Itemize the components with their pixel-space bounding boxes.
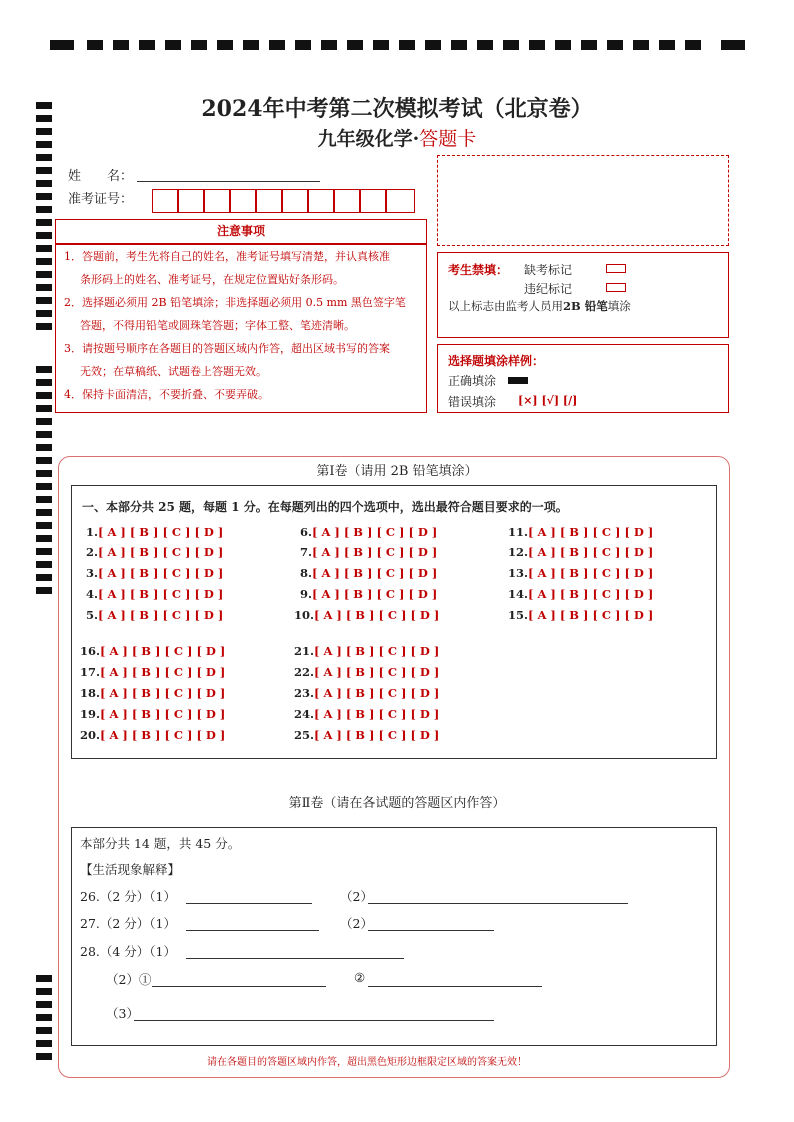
timing-mark: [36, 366, 52, 373]
mc-question[interactable]: [86, 525, 223, 539]
timing-mark: [36, 561, 52, 568]
timing-mark: [477, 40, 493, 50]
timing-mark: [36, 444, 52, 451]
question-number: 16.: [80, 644, 101, 658]
mc-options[interactable]: [ A ] [ B ] [ C ] [ D ]: [528, 587, 654, 601]
question-number: 3.: [86, 566, 99, 580]
mc-question[interactable]: [294, 608, 439, 622]
page-title: 2024年中考第二次模拟考试（北京卷）: [201, 96, 593, 122]
timing-mark: [243, 40, 259, 50]
timing-mark: [503, 40, 519, 50]
part1-instruction: 一、本部分共 25 题，每题 1 分。在每题列出的四个选项中，选出最符合题目要求的一项。: [82, 500, 568, 514]
id-digit-cell[interactable]: [178, 189, 204, 213]
question-number: 22.: [294, 665, 315, 679]
correct-label: 正确填涂: [448, 374, 497, 388]
timing-mark: [191, 40, 207, 50]
timing-mark: [36, 193, 52, 200]
question-28-sub3: （3）: [106, 1006, 139, 1021]
timing-mark: [36, 245, 52, 252]
timing-mark: [36, 392, 52, 399]
mc-question[interactable]: [294, 665, 439, 679]
question-27-label: 27.（2 分）（1）: [80, 916, 177, 931]
timing-mark: [36, 284, 52, 291]
mc-question[interactable]: [294, 728, 439, 742]
mc-options[interactable]: [ A ] [ B ] [ C ] [ D ]: [314, 707, 440, 721]
mc-question[interactable]: [294, 644, 439, 658]
timing-mark: [36, 418, 52, 425]
notice-title-box: [55, 219, 427, 244]
notice-line: 1．答题前，考生先将自己的姓名，准考证号填写清楚，并认真核准: [64, 250, 390, 263]
timing-mark: [36, 496, 52, 503]
question-number: 5.: [86, 608, 99, 622]
timing-mark: [36, 1001, 52, 1008]
answer-line-28-3[interactable]: [134, 1020, 494, 1021]
part1-title: 第Ⅰ卷（请用 2B 铅笔填涂）: [316, 464, 478, 479]
timing-mark: [36, 206, 52, 213]
timing-mark: [373, 40, 389, 50]
timing-mark: [36, 180, 52, 187]
timing-mark: [36, 271, 52, 278]
timing-mark: [36, 1027, 52, 1034]
timing-mark: [36, 975, 52, 982]
mc-options[interactable]: [ A ] [ B ] [ C ] [ D ]: [98, 545, 224, 559]
mc-options[interactable]: [ A ] [ B ] [ C ] [ D ]: [100, 728, 226, 742]
forbidden-label: 考生禁填：: [448, 263, 509, 277]
violation-mark-box[interactable]: [606, 283, 626, 292]
mc-options[interactable]: [ A ] [ B ] [ C ] [ D ]: [528, 525, 654, 539]
page-subtitle: [0, 124, 794, 151]
part2-title: 第Ⅱ卷（请在各试题的答题区内作答）: [288, 796, 506, 811]
name-field[interactable]: [137, 181, 320, 182]
question-number: 18.: [80, 686, 101, 700]
answer-line-26-2[interactable]: [368, 903, 628, 904]
mc-question[interactable]: [294, 707, 439, 721]
footer-note: 请在各题目的答题区域内作答，超出黑色矩形边框限定区域的答案无效！: [207, 1057, 527, 1068]
question-number: 14.: [508, 587, 529, 601]
mc-question[interactable]: [508, 545, 653, 559]
question-number: 24.: [294, 707, 315, 721]
timing-mark: [269, 40, 285, 50]
question-number: 10.: [294, 608, 315, 622]
question-number: 19.: [80, 707, 101, 721]
timing-mark: [87, 40, 103, 50]
forbidden-note-prefix: 以上标志由监考人员用: [448, 299, 563, 313]
fill-sample-box: [437, 344, 729, 413]
answer-line-28-2a[interactable]: [152, 986, 326, 987]
question-number: 21.: [294, 644, 315, 658]
notice-title: 注意事项: [216, 224, 265, 238]
timing-mark: [36, 154, 52, 161]
question-number: 13.: [508, 566, 529, 580]
question-27-sub2: （2）: [340, 916, 373, 931]
timing-mark: [321, 40, 337, 50]
fill-sample-title: 选择题填涂样例：: [448, 354, 545, 368]
question-number: 23.: [294, 686, 315, 700]
question-number: 12.: [508, 545, 529, 559]
mc-options[interactable]: [ A ] [ B ] [ C ] [ D ]: [98, 525, 224, 539]
question-number: 11.: [508, 525, 529, 539]
timing-mark: [685, 40, 701, 50]
timing-mark: [36, 1040, 52, 1047]
timing-mark: [721, 40, 745, 50]
forbidden-note-bold: 2B 铅笔: [563, 299, 608, 313]
answer-line-26-1[interactable]: [186, 903, 312, 904]
notice-line: 3．请按题号顺序在各题目的答题区域内作答，超出区域书写的答案: [64, 342, 390, 355]
id-digit-cell[interactable]: [204, 189, 230, 213]
timing-mark: [36, 431, 52, 438]
wrong-fill-sample: [×] [√] [/]: [518, 394, 578, 407]
question-number: 6.: [300, 525, 313, 539]
timing-mark: [36, 1014, 52, 1021]
timing-mark: [217, 40, 233, 50]
notice-box: [55, 244, 427, 413]
violation-label: 违纪标记: [524, 282, 573, 296]
question-26-label: 26.（2 分）（1）: [80, 889, 177, 904]
timing-mark: [36, 574, 52, 581]
mc-options[interactable]: [ A ] [ B ] [ C ] [ D ]: [312, 525, 438, 539]
mc-question[interactable]: [80, 728, 225, 742]
timing-mark: [36, 310, 52, 317]
timing-mark: [36, 232, 52, 239]
mc-question[interactable]: [80, 686, 225, 700]
timing-mark: [451, 40, 467, 50]
mc-question[interactable]: [80, 665, 225, 679]
mc-question[interactable]: [508, 566, 653, 580]
timing-mark: [555, 40, 571, 50]
mc-options[interactable]: [ A ] [ B ] [ C ] [ D ]: [314, 728, 440, 742]
timing-mark: [425, 40, 441, 50]
question-number: 17.: [80, 665, 101, 679]
part2-box: [71, 827, 717, 1046]
question-26-sub2: （2）: [340, 889, 373, 904]
mc-question[interactable]: [508, 587, 653, 601]
timing-mark: [36, 522, 52, 529]
id-digit-cell[interactable]: [256, 189, 282, 213]
timing-mark: [295, 40, 311, 50]
mc-options[interactable]: [ A ] [ B ] [ C ] [ D ]: [314, 644, 440, 658]
id-digit-cell[interactable]: [230, 189, 256, 213]
mc-question[interactable]: [294, 686, 439, 700]
timing-mark: [529, 40, 545, 50]
timing-mark: [36, 219, 52, 226]
timing-mark: [36, 988, 52, 995]
mc-question[interactable]: [80, 707, 225, 721]
mc-question[interactable]: [86, 608, 223, 622]
mc-question[interactable]: [86, 566, 223, 580]
mc-options[interactable]: [ A ] [ B ] [ C ] [ D ]: [314, 686, 440, 700]
timing-mark: [581, 40, 597, 50]
barcode-area: [437, 155, 729, 246]
forbidden-note: [448, 298, 631, 314]
mc-options[interactable]: [ A ] [ B ] [ C ] [ D ]: [98, 566, 224, 580]
mc-options[interactable]: [ A ] [ B ] [ C ] [ D ]: [98, 587, 224, 601]
mc-question[interactable]: [86, 545, 223, 559]
forbidden-note-suffix: 填涂: [607, 299, 631, 313]
timing-mark: [36, 323, 52, 330]
id-digit-cell[interactable]: [386, 189, 415, 213]
subtitle-red: 答题卡: [419, 128, 477, 150]
question-28-label: 28.（4 分）（1）: [80, 944, 177, 959]
timing-mark: [659, 40, 675, 50]
timing-mark: [36, 548, 52, 555]
question-number: 20.: [80, 728, 101, 742]
timing-mark: [113, 40, 129, 50]
absent-label: 缺考标记: [524, 263, 573, 277]
mc-options[interactable]: [ A ] [ B ] [ C ] [ D ]: [100, 686, 226, 700]
timing-mark: [36, 258, 52, 265]
question-number: 7.: [300, 545, 313, 559]
mc-question[interactable]: [508, 525, 653, 539]
subtitle-main: 九年级化学·: [317, 128, 420, 150]
notice-line: 答题，不得用铅笔或圆珠笔答题；字体工整、笔迹清晰。: [80, 319, 355, 332]
wrong-label: 错误填涂: [448, 395, 497, 409]
timing-mark: [36, 379, 52, 386]
timing-mark: [399, 40, 415, 50]
mc-question[interactable]: [300, 587, 437, 601]
mc-options[interactable]: [ A ] [ B ] [ C ] [ D ]: [528, 545, 654, 559]
timing-mark: [36, 405, 52, 412]
question-number: 15.: [508, 608, 529, 622]
question-number: 8.: [300, 566, 313, 580]
timing-mark: [36, 297, 52, 304]
timing-mark: [139, 40, 155, 50]
question-number: 4.: [86, 587, 99, 601]
question-number: 9.: [300, 587, 313, 601]
mc-question[interactable]: [86, 587, 223, 601]
mc-options[interactable]: [ A ] [ B ] [ C ] [ D ]: [312, 566, 438, 580]
question-28-circ2: ②: [354, 970, 366, 985]
timing-mark: [36, 587, 52, 594]
part2-intro: 本部分共 14 题，共 45 分。: [80, 836, 241, 851]
notice-line: 条形码上的姓名、准考证号，在规定位置贴好条形码。: [80, 273, 344, 286]
mc-question[interactable]: [300, 545, 437, 559]
mc-options[interactable]: [ A ] [ B ] [ C ] [ D ]: [528, 608, 654, 622]
mc-options[interactable]: [ A ] [ B ] [ C ] [ D ]: [312, 545, 438, 559]
question-number: 25.: [294, 728, 315, 742]
mc-options[interactable]: [ A ] [ B ] [ C ] [ D ]: [528, 566, 654, 580]
notice-line: 4．保持卡面清洁，不要折叠、不要弄破。: [64, 388, 269, 401]
timing-mark: [633, 40, 649, 50]
id-digit-cell[interactable]: [282, 189, 308, 213]
notice-line: 2．选择题必须用 2B 铅笔填涂；非选择题必须用 0.5 mm 黑色签字笔: [64, 296, 406, 309]
id-digit-cell[interactable]: [308, 189, 334, 213]
question-number: 2.: [86, 545, 99, 559]
timing-mark: [50, 40, 74, 50]
timing-mark: [607, 40, 623, 50]
answer-line-27-2[interactable]: [368, 930, 494, 931]
mc-options[interactable]: [ A ] [ B ] [ C ] [ D ]: [100, 665, 226, 679]
absent-mark-box[interactable]: [606, 264, 626, 273]
question-28-sub2: （2）①: [106, 972, 152, 987]
mc-options[interactable]: [ A ] [ B ] [ C ] [ D ]: [314, 608, 440, 622]
timing-mark: [36, 509, 52, 516]
mc-question[interactable]: [300, 566, 437, 580]
mc-options[interactable]: [ A ] [ B ] [ C ] [ D ]: [100, 644, 226, 658]
question-number: 1.: [86, 525, 99, 539]
mc-question[interactable]: [300, 525, 437, 539]
correct-fill-sample: [508, 377, 528, 384]
notice-line: 无效；在草稿纸、试题卷上答题无效。: [80, 365, 267, 378]
id-digit-cell[interactable]: [152, 189, 178, 213]
id-digit-cell[interactable]: [360, 189, 386, 213]
id-label: 准考证号：: [68, 192, 134, 207]
mc-options[interactable]: [ A ] [ B ] [ C ] [ D ]: [100, 707, 226, 721]
answer-line-28-1[interactable]: [186, 958, 404, 959]
forbidden-box: [437, 252, 729, 338]
mc-question[interactable]: [80, 644, 225, 658]
answer-line-28-2b[interactable]: [368, 986, 542, 987]
timing-mark: [165, 40, 181, 50]
mc-options[interactable]: [ A ] [ B ] [ C ] [ D ]: [312, 587, 438, 601]
section-title: 【生活现象解释】: [80, 862, 181, 877]
mc-options[interactable]: [ A ] [ B ] [ C ] [ D ]: [314, 665, 440, 679]
id-digit-cell[interactable]: [334, 189, 360, 213]
timing-mark: [36, 535, 52, 542]
timing-mark: [36, 483, 52, 490]
timing-mark: [347, 40, 363, 50]
mc-question[interactable]: [508, 608, 653, 622]
name-label: 姓 名：: [68, 169, 134, 184]
answer-line-27-1[interactable]: [186, 930, 319, 931]
timing-mark: [36, 167, 52, 174]
mc-options[interactable]: [ A ] [ B ] [ C ] [ D ]: [98, 608, 224, 622]
